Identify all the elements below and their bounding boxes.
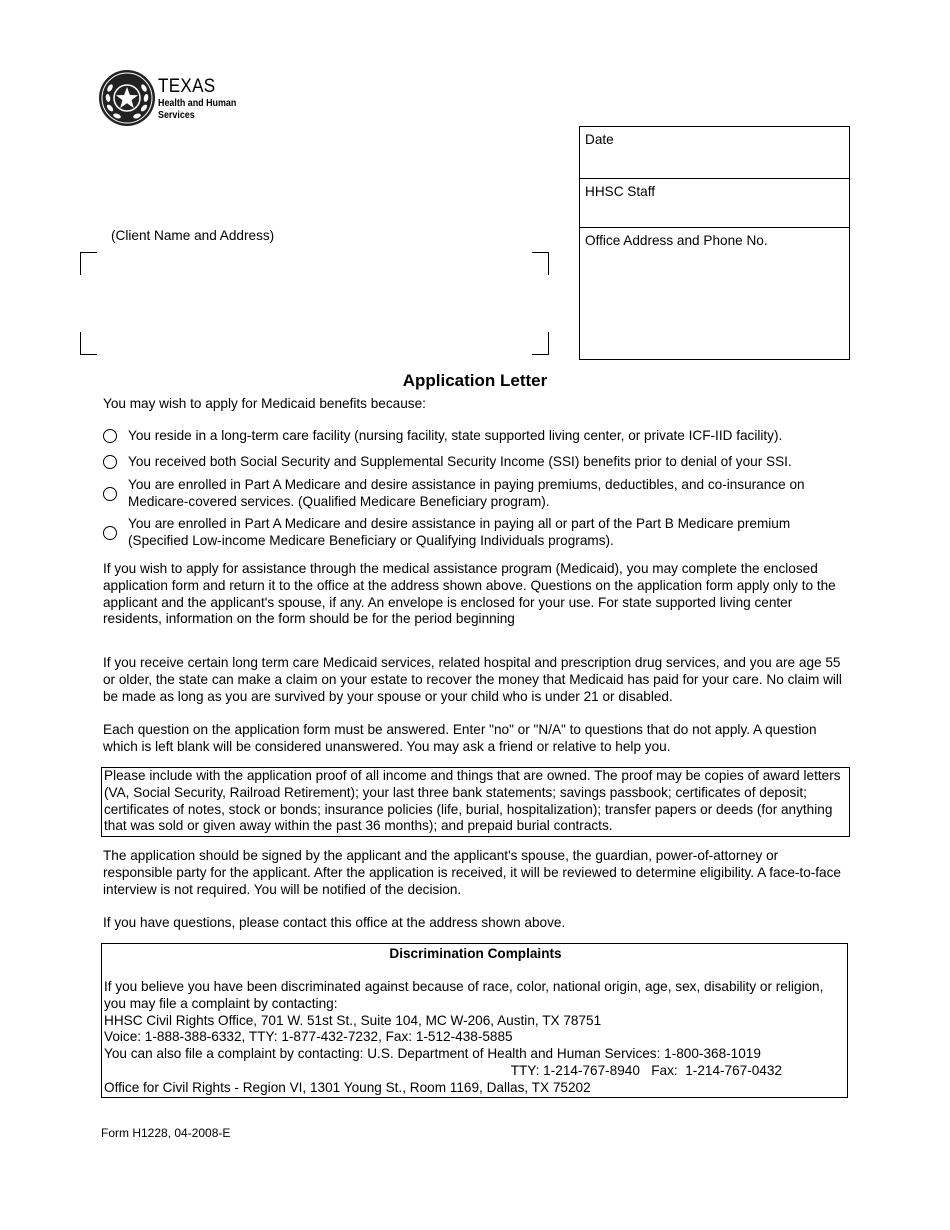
- hhsc-phone-numbers: Voice: 1-888-388-6332, TTY: 1-877-432-7232, Fax: 1-512-438-5885: [104, 1029, 513, 1045]
- option-text: You reside in a long-term care facility (nursing facility, state supported living center, or private ICF-IID facility).: [128, 428, 783, 443]
- hhs-logo: [98, 69, 248, 127]
- logo-health-human: Health and Human: [158, 97, 237, 109]
- radio-button[interactable]: [103, 487, 117, 501]
- contact-paragraph: If you have questions, please contact this office at the address shown above.: [103, 915, 566, 930]
- discrimination-complaints-box: [101, 943, 848, 1098]
- form-number: Form H1228, 04-2008-E: [101, 1126, 231, 1140]
- option-text: You are enrolled in Part A Medicare and desire assistance in paying all or part of the Part B Medicare premium (Specified Low-income Medicare Beneficiary or Qualifying Individuals programs).: [128, 516, 791, 548]
- hhsc-staff-field: [580, 179, 849, 228]
- complaints-line: you may file a complaint by contacting:: [104, 995, 338, 1011]
- answer-questions-paragraph: Each question on the application form must be answered. Enter "no" or "N/A" to questions that do not apply. A question which is left blank will be considered unanswered. You may ask a friend or relative to help you.: [103, 722, 817, 754]
- address-window-corner-top-left: [80, 252, 97, 275]
- hhs-tty-fax: TTY: 1-214-767-8940 Fax: 1-214-767-0432: [510, 1062, 782, 1078]
- client-name-address-label: (Client Name and Address): [111, 228, 275, 243]
- texas-seal-icon: [98, 69, 156, 127]
- signature-paragraph: The application should be signed by the applicant and the applicant's spouse, the guardian, power-of-attorney or responsible party for the applicant. After the application is received, it will be reviewed to determine eligibility. A face-to-face interview is not required. You will be notified of the decision.: [103, 848, 841, 897]
- radio-button[interactable]: [103, 429, 117, 443]
- complaints-heading: Discrimination Complaints: [389, 946, 562, 961]
- proof-documents-box: Please include with the application proof of all income and things that are owned. The proof may be copies of award letters (VA, Social Security, Railroad Retirement); your last three bank statements; savings passbook; certificates of deposit; certificates of notes, stock or bonds; insurance policies (life, burial, hospitalization); transfer papers or deeds (for anything that was sold or given away within the past 36 months); and prepaid burial contracts.: [101, 767, 850, 837]
- office-address-field: [580, 228, 849, 359]
- intro-text: You may wish to apply for Medicaid benefits because:: [103, 396, 426, 411]
- address-window-corner-top-right: [532, 252, 549, 275]
- logo-texas: TEXAS: [158, 76, 216, 97]
- office-info-box: [579, 126, 850, 360]
- apply-paragraph: If you wish to apply for assistance through the medical assistance program (Medicaid), you may complete the enclosed application form and return it to the office at the address shown above. Questions on the application form apply only to the applicant and the applicant's spouse, if any. An envelope is enclosed for your use. For state supported living center residents, information on the form should be for the period beginning: [103, 561, 836, 627]
- ocr-region-address: Office for Civil Rights - Region VI, 1301 Young St., Room 1169, Dallas, TX 75202: [104, 1079, 591, 1095]
- radio-button[interactable]: [103, 526, 117, 540]
- hhsc-staff-label: HHSC Staff: [585, 184, 656, 199]
- date-label: Date: [585, 132, 614, 147]
- hhsc-civil-rights-address: HHSC Civil Rights Office, 701 W. 51st St., Suite 104, MC W-206, Austin, TX 78751: [104, 1012, 602, 1028]
- office-address-label: Office Address and Phone No.: [585, 233, 768, 248]
- option-text: You received both Social Security and Supplemental Security Income (SSI) benefits prior to denial of your SSI.: [128, 454, 792, 469]
- address-window-corner-bottom-right: [532, 332, 549, 355]
- logo-services: Services: [158, 109, 195, 121]
- estate-claim-paragraph: If you receive certain long term care Medicaid services, related hospital and prescription drug services, and you are age 55 or older, the state can make a claim on your estate to recover the money that Medicaid has paid for your care. No claim will be made as long as you are survived by your spouse or your child who is under 21 or disabled.: [103, 655, 842, 704]
- address-window-corner-bottom-left: [80, 332, 97, 355]
- hhs-contact-line: You can also file a complaint by contacting: U.S. Department of Health and Human Services: 1-800-368-1019: [104, 1046, 761, 1062]
- option-text: You are enrolled in Part A Medicare and desire assistance in paying premiums, deductibles, and co-insurance on Medicare-covered services. (Qualified Medicare Beneficiary program).: [128, 477, 805, 509]
- radio-button[interactable]: [103, 455, 117, 469]
- complaints-line: If you believe you have been discriminated against because of race, color, national origin, age, sex, disability or religion,: [104, 979, 824, 994]
- page-title: Application Letter: [402, 371, 548, 390]
- date-field: [580, 127, 849, 179]
